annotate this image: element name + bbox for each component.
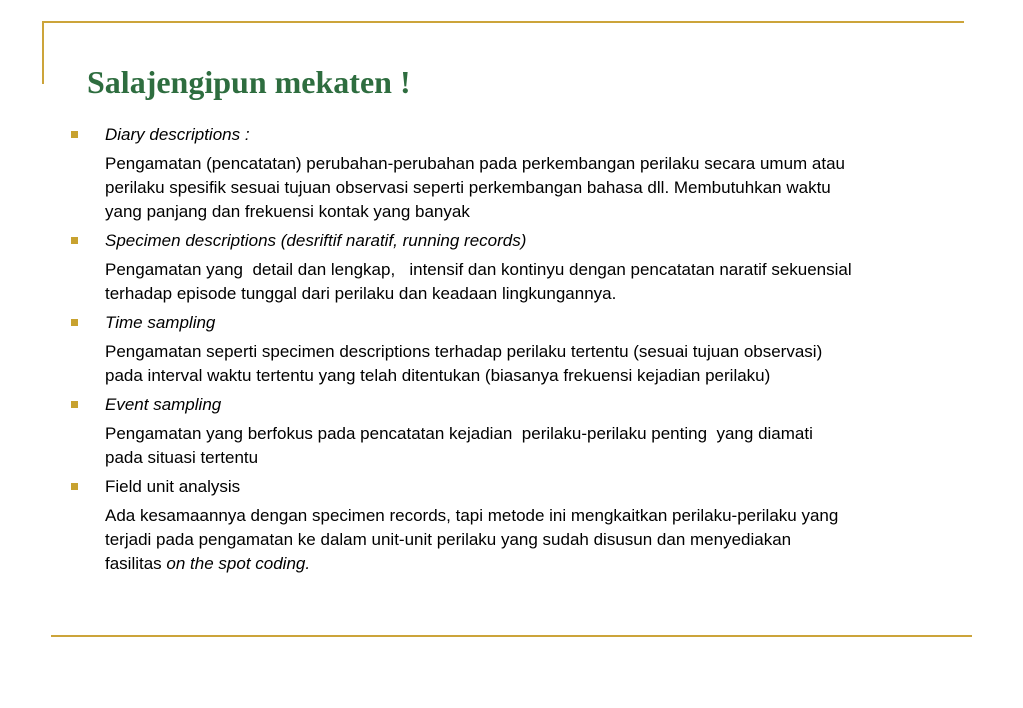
description-line: Ada kesamaannya dengan specimen records, tapi metode ini mengkaitkan perilaku-perilaku yang: [105, 506, 839, 525]
item-description: [105, 422, 978, 470]
description-line: Pengamatan yang detail dan lengkap, intensif dan kontinyu dengan pencatatan naratif sekuensial: [105, 260, 852, 279]
item-description: [105, 258, 978, 306]
bullet-square-icon: [71, 319, 78, 326]
description-line: yang panjang dan frekuensi kontak yang banyak: [105, 202, 470, 221]
top-rule: [42, 21, 964, 23]
bullet-square-icon: [71, 131, 78, 138]
item-description: [105, 504, 978, 576]
emphasis-text: on the spot coding.: [166, 554, 311, 573]
list-item-field-unit-analysis: [68, 475, 978, 576]
list-item-event-sampling: [68, 393, 978, 470]
description-line: pada situasi tertentu: [105, 448, 259, 467]
description-line: terhadap episode tunggal dari perilaku dan keadaan lingkungannya.: [105, 284, 617, 303]
bullet-square-icon: [71, 483, 78, 490]
item-heading: Time sampling: [105, 313, 216, 332]
description-line: pada interval waktu tertentu yang telah ditentukan (biasanya frekuensi kejadian perilaku): [105, 366, 771, 385]
bottom-rule: [51, 635, 972, 637]
bullet-square-icon: [71, 237, 78, 244]
description-line: perilaku spesifik sesuai tujuan observasi seperti perkembangan bahasa dll. Membutuhkan waktu: [105, 178, 831, 197]
list-item-specimen-descriptions: [68, 229, 978, 306]
bullet-list: [68, 123, 978, 581]
item-heading: Diary descriptions :: [105, 125, 250, 144]
description-line: Pengamatan (pencatatan) perubahan-perubahan pada perkembangan perilaku secara umum atau: [105, 154, 846, 173]
description-line: Pengamatan yang berfokus pada pencatatan kejadian perilaku-perilaku penting yang diamati: [105, 424, 813, 443]
left-rule: [42, 21, 44, 84]
item-heading: Specimen descriptions (desriftif naratif, running records): [105, 231, 527, 250]
description-line: Pengamatan seperti specimen descriptions terhadap perilaku tertentu (sesuai tujuan observasi): [105, 342, 823, 361]
item-heading: Field unit analysis: [105, 477, 241, 496]
slide-title: Salajengipun mekaten !: [87, 64, 411, 100]
description-text: fasilitas: [105, 554, 167, 573]
item-description: [105, 340, 978, 388]
bullet-square-icon: [71, 401, 78, 408]
description-line: terjadi pada pengamatan ke dalam unit-unit perilaku yang sudah disusun dan menyediakan: [105, 530, 792, 549]
item-description: [105, 152, 978, 224]
list-item-diary-descriptions: [68, 123, 978, 224]
description-line-last: [105, 552, 978, 576]
item-heading: Event sampling: [105, 395, 222, 414]
list-item-time-sampling: [68, 311, 978, 388]
